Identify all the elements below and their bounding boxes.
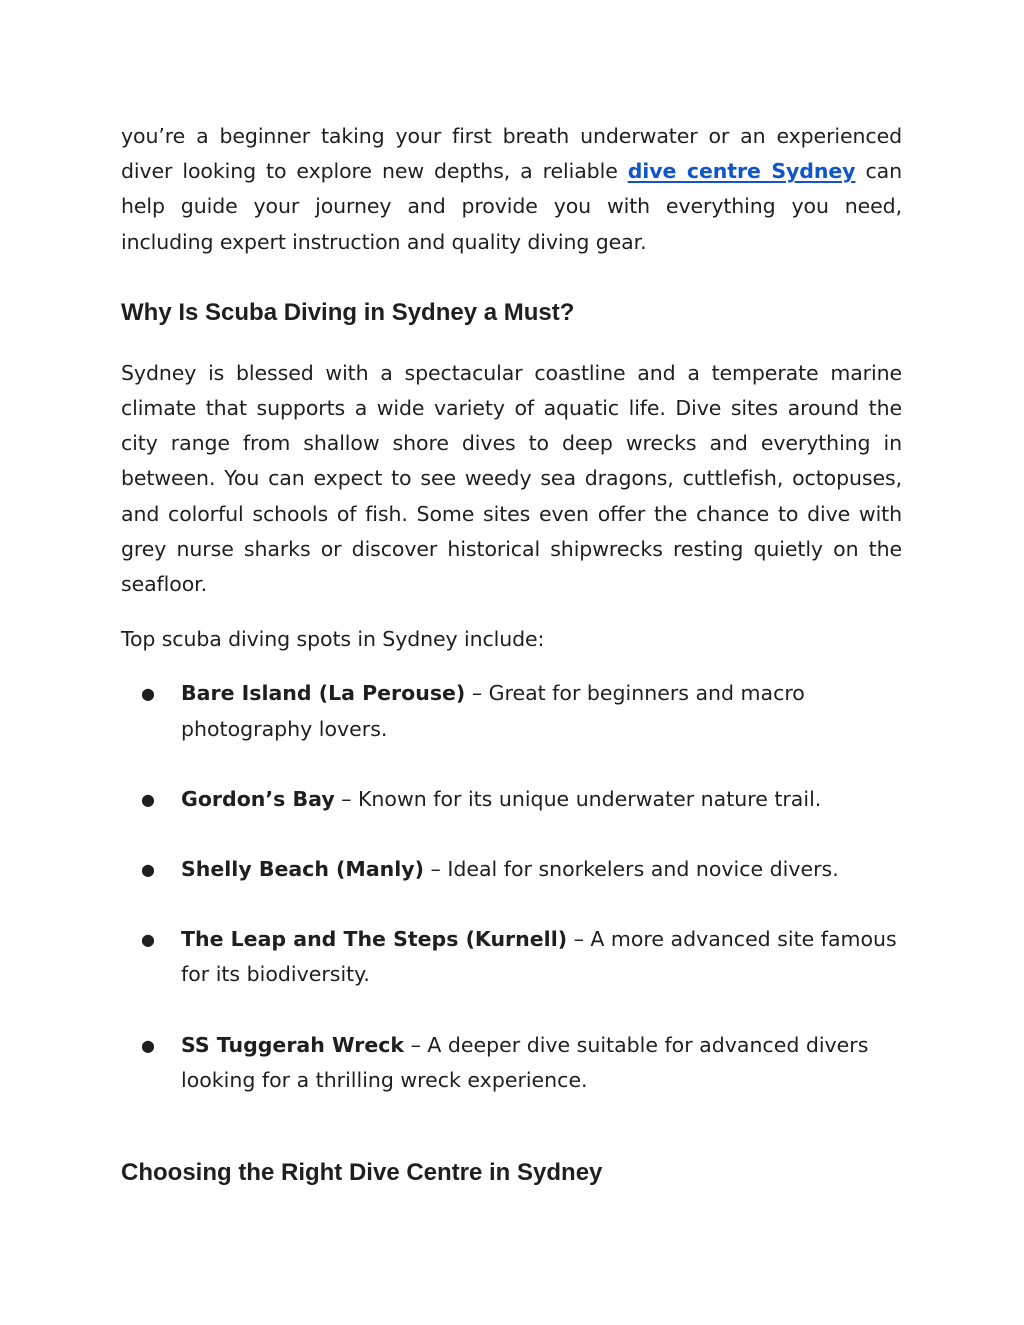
spot-description: – Known for its unique underwater nature trail. [334,786,822,811]
list-item [121,1028,902,1098]
intro-text-before-link: you’re a beginner taking your first breath underwater or an experienced diver looking to explore new depths, a reliable [121,124,902,184]
dive-spots-list [121,676,902,1098]
document-page [121,119,902,1188]
spot-description: – Great for beginners and macro photography lovers. [181,681,805,741]
bullet-icon: ● [141,930,155,950]
spot-description: – A deeper dive suitable for advanced divers looking for a thrilling wreck experience. [181,1032,869,1092]
spot-name: The Leap and The Steps (Kurnell) [181,927,568,952]
list-item [121,676,902,746]
spot-name: Gordon’s Bay [181,786,335,811]
list-item [121,922,902,992]
spot-description: – A more advanced site famous for its biodiversity. [181,927,897,987]
spot-description: – Ideal for snorkelers and novice divers. [424,857,839,882]
bullet-icon: ● [141,1035,155,1055]
heading-why-scuba-diving: Why Is Scuba Diving in Sydney a Must? [121,298,575,326]
sydney-paragraph: Sydney is blessed with a spectacular coastline and a temperate marine climate that supports a wide variety of aquatic life. Dive sites around the city range from shallow shore dives to deep wrecks and everything in between. You can expect to see weedy sea dragons, cuttlefish, octopuses, and colorful schools of fish. Some sites even offer the chance to dive with grey nurse sharks or discover historical shipwrecks resting quietly on the seafloor. [121,360,902,597]
list-item [121,852,902,887]
spots-intro-text: Top scuba diving spots in Sydney include: [121,627,545,652]
heading-choosing-dive-centre: Choosing the Right Dive Centre in Sydney [121,1159,603,1187]
bullet-icon: ● [141,684,155,704]
list-item [121,782,902,817]
spot-name: Shelly Beach (Manly) [181,857,425,882]
intro-text-after-link: can help guide your journey and provide you with everything you need, including expert instruction and quality diving gear. [121,159,902,254]
bullet-icon: ● [141,789,155,809]
bullet-icon: ● [141,860,155,880]
spot-name: Bare Island (La Perouse) [181,681,466,706]
intro-paragraph [121,119,902,260]
spot-name: SS Tuggerah Wreck [181,1032,405,1057]
dive-centre-sydney-link[interactable]: dive centre Sydney [627,159,856,184]
